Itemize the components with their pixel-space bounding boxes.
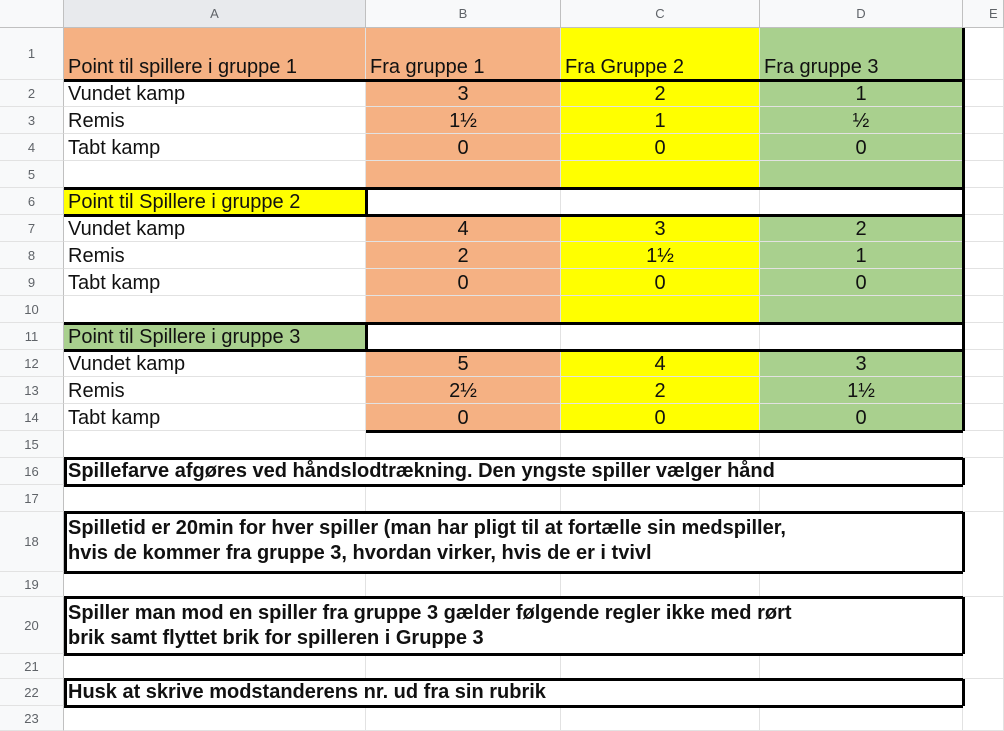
cell-text: Point til spillere i gruppe 1 — [68, 56, 298, 78]
points-from-group-1[interactable] — [366, 404, 561, 431]
points-from-group-1[interactable] — [366, 80, 561, 107]
points-from-group-2[interactable] — [561, 269, 760, 296]
column-header-a[interactable]: A — [64, 0, 366, 28]
border-line — [365, 188, 368, 215]
cell-e1[interactable] — [963, 28, 1004, 80]
cell-b11[interactable] — [366, 323, 561, 350]
cell-b21[interactable] — [366, 654, 561, 679]
cell-e8[interactable] — [963, 242, 1004, 269]
cell-text: 1½ — [847, 380, 875, 402]
points-from-group-2[interactable] — [561, 350, 760, 377]
cell-a15[interactable] — [64, 431, 366, 458]
points-from-group-3[interactable] — [760, 350, 963, 377]
border-line — [64, 349, 963, 352]
row-header-10[interactable]: 10 — [0, 296, 64, 323]
cell-text: 1½ — [646, 245, 674, 267]
border-line — [366, 430, 963, 433]
cell-text: Vundet kamp — [68, 218, 186, 240]
from-group-2-header[interactable] — [561, 28, 760, 80]
section-title-2[interactable] — [64, 188, 366, 215]
cell-c19[interactable] — [561, 572, 760, 597]
border-line — [64, 322, 963, 325]
row-label[interactable] — [64, 269, 366, 296]
row-label[interactable] — [64, 215, 366, 242]
row-header-8[interactable]: 8 — [0, 242, 64, 269]
cell-text: 0 — [654, 137, 666, 159]
cell-e15[interactable] — [963, 431, 1004, 458]
cell-text: 1½ — [449, 110, 477, 132]
border-line — [64, 511, 963, 514]
cell-b15[interactable] — [366, 431, 561, 458]
section-title-3[interactable] — [64, 323, 366, 350]
row-label[interactable] — [64, 350, 366, 377]
border-line — [64, 679, 67, 706]
border-line — [64, 79, 963, 82]
from-group-3-header[interactable] — [760, 28, 963, 80]
border-line — [962, 458, 965, 485]
cell-e16[interactable] — [963, 458, 1004, 485]
points-from-group-3[interactable] — [760, 269, 963, 296]
note-line: Spilletid er 20min for hver spiller (man har pligt til at fortælle sin medspiller, — [68, 517, 786, 539]
row-header-22[interactable]: 22 — [0, 679, 64, 706]
cell-text: 0 — [855, 272, 867, 294]
cell-text: Fra gruppe 1 — [370, 56, 485, 78]
row-label[interactable] — [64, 404, 366, 431]
points-from-group-1[interactable] — [366, 377, 561, 404]
cell-d23[interactable] — [760, 706, 963, 731]
column-header-e[interactable]: E — [963, 0, 1004, 28]
cell-b19[interactable] — [366, 572, 561, 597]
column-header-c[interactable]: C — [561, 0, 760, 28]
cell-text: 4 — [457, 218, 469, 240]
cell-e7[interactable] — [963, 215, 1004, 242]
cell-text: 0 — [855, 407, 867, 429]
cell-text: Tabt kamp — [68, 137, 161, 159]
row-header-16[interactable]: 16 — [0, 458, 64, 485]
cell-e9[interactable] — [963, 269, 1004, 296]
row-header-13[interactable]: 13 — [0, 377, 64, 404]
cell-text: 2 — [654, 83, 666, 105]
cell-d11[interactable] — [760, 323, 963, 350]
cell-d21[interactable] — [760, 654, 963, 679]
cell-e14[interactable] — [963, 404, 1004, 431]
cell-text: 3 — [457, 83, 469, 105]
cell-a19[interactable] — [64, 572, 366, 597]
note-time-limit — [68, 516, 786, 566]
border-line — [64, 512, 67, 572]
cell-text: 5 — [457, 353, 469, 375]
cell-e20[interactable] — [963, 597, 1004, 654]
cell-text: Fra Gruppe 2 — [565, 56, 684, 78]
cell-text: Fra gruppe 3 — [764, 56, 879, 78]
cell-text: Remis — [68, 110, 125, 132]
border-line — [962, 28, 965, 431]
row-header-2[interactable]: 2 — [0, 80, 64, 107]
points-from-group-2[interactable] — [561, 404, 760, 431]
cell-a5[interactable] — [64, 161, 366, 188]
cell-d5[interactable] — [760, 161, 963, 188]
note-line: brik samt flyttet brik for spilleren i Gruppe 3 — [68, 627, 484, 649]
cell-c11[interactable] — [561, 323, 760, 350]
row-header-12[interactable]: 12 — [0, 350, 64, 377]
row-header-4[interactable]: 4 — [0, 134, 64, 161]
cell-e5[interactable] — [963, 161, 1004, 188]
border-line — [64, 705, 963, 708]
points-from-group-1[interactable] — [366, 242, 561, 269]
points-from-group-3[interactable] — [760, 107, 963, 134]
border-line — [64, 571, 963, 574]
cell-e10[interactable] — [963, 296, 1004, 323]
cell-c15[interactable] — [561, 431, 760, 458]
cell-e6[interactable] — [963, 188, 1004, 215]
cell-d15[interactable] — [760, 431, 963, 458]
cell-text: 2 — [855, 218, 867, 240]
row-header-3[interactable]: 3 — [0, 107, 64, 134]
border-line — [64, 653, 963, 656]
cell-text: Vundet kamp — [68, 353, 186, 375]
cell-c6[interactable] — [561, 188, 760, 215]
points-from-group-2[interactable] — [561, 134, 760, 161]
points-from-group-3[interactable] — [760, 134, 963, 161]
cell-d6[interactable] — [760, 188, 963, 215]
note-line: hvis de kommer fra gruppe 3, hvordan virker, hvis de er i tvivl — [68, 542, 652, 564]
cell-e19[interactable] — [963, 572, 1004, 597]
points-from-group-2[interactable] — [561, 80, 760, 107]
border-line — [64, 458, 67, 485]
points-from-group-3[interactable] — [760, 377, 963, 404]
row-label[interactable] — [64, 377, 366, 404]
row-header-5[interactable]: 5 — [0, 161, 64, 188]
points-from-group-2[interactable] — [561, 215, 760, 242]
cell-text: Point til Spillere i gruppe 3 — [68, 326, 301, 348]
cell-a17[interactable] — [64, 485, 366, 512]
row-header-23[interactable]: 23 — [0, 706, 64, 731]
cell-d10[interactable] — [760, 296, 963, 323]
border-line — [64, 187, 963, 190]
border-line — [64, 484, 963, 487]
cell-text: 1 — [855, 83, 867, 105]
cell-a10[interactable] — [64, 296, 366, 323]
cell-e4[interactable] — [963, 134, 1004, 161]
cell-d16[interactable] — [760, 458, 963, 485]
points-from-group-3[interactable] — [760, 242, 963, 269]
cell-b10[interactable] — [366, 296, 561, 323]
cell-b5[interactable] — [366, 161, 561, 188]
points-from-group-3[interactable] — [760, 80, 963, 107]
points-from-group-3[interactable] — [760, 215, 963, 242]
points-from-group-2[interactable] — [561, 377, 760, 404]
cell-e13[interactable] — [963, 377, 1004, 404]
cell-c23[interactable] — [561, 706, 760, 731]
row-label[interactable] — [64, 242, 366, 269]
cell-e18[interactable] — [963, 512, 1004, 572]
border-line — [64, 214, 963, 217]
border-line — [64, 596, 963, 599]
row-header-6[interactable]: 6 — [0, 188, 64, 215]
cell-c22[interactable] — [561, 679, 760, 706]
points-from-group-2[interactable] — [561, 242, 760, 269]
cell-e11[interactable] — [963, 323, 1004, 350]
cell-c21[interactable] — [561, 654, 760, 679]
row-header-7[interactable]: 7 — [0, 215, 64, 242]
points-from-group-1[interactable] — [366, 269, 561, 296]
row-header-11[interactable]: 11 — [0, 323, 64, 350]
cell-b6[interactable] — [366, 188, 561, 215]
cell-text: 3 — [855, 353, 867, 375]
border-line — [64, 597, 67, 654]
border-line — [64, 457, 963, 460]
cell-text: 0 — [654, 272, 666, 294]
cell-text: 4 — [654, 353, 666, 375]
row-header-18[interactable]: 18 — [0, 512, 64, 572]
row-label[interactable] — [64, 80, 366, 107]
row-header-20[interactable]: 20 — [0, 597, 64, 654]
cell-e22[interactable] — [963, 679, 1004, 706]
cell-text: 3 — [654, 218, 666, 240]
cell-b17[interactable] — [366, 485, 561, 512]
cell-c17[interactable] — [561, 485, 760, 512]
cell-text: 0 — [457, 272, 469, 294]
cell-text: 1 — [855, 245, 867, 267]
note-color-draw — [68, 459, 775, 484]
cell-text: 0 — [855, 137, 867, 159]
column-header-b[interactable]: B — [366, 0, 561, 28]
cell-e23[interactable] — [963, 706, 1004, 731]
note-group3-rules — [68, 601, 792, 651]
from-group-1-header[interactable] — [366, 28, 561, 80]
row-header-14[interactable]: 14 — [0, 404, 64, 431]
cell-d22[interactable] — [760, 679, 963, 706]
row-header-1[interactable]: 1 — [0, 28, 64, 80]
cell-e17[interactable] — [963, 485, 1004, 512]
row-header-19[interactable]: 19 — [0, 572, 64, 597]
cell-b23[interactable] — [366, 706, 561, 731]
cell-d18[interactable] — [760, 512, 963, 572]
points-from-group-1[interactable] — [366, 107, 561, 134]
cell-text: Remis — [68, 245, 125, 267]
cell-text: 2 — [654, 380, 666, 402]
border-line — [962, 597, 965, 654]
cell-e2[interactable] — [963, 80, 1004, 107]
cell-d19[interactable] — [760, 572, 963, 597]
cell-text: 2½ — [449, 380, 477, 402]
select-all-corner[interactable] — [0, 0, 64, 28]
note-line: Husk at skrive modstanderens nr. ud fra sin rubrik — [68, 681, 546, 703]
row-header-17[interactable]: 17 — [0, 485, 64, 512]
cell-e3[interactable] — [963, 107, 1004, 134]
note-line: Spillefarve afgøres ved håndslodtrækning. Den yngste spiller vælger hånd — [68, 460, 775, 482]
cell-text: ½ — [852, 110, 870, 132]
row-label[interactable] — [64, 107, 366, 134]
points-from-group-1[interactable] — [366, 350, 561, 377]
cell-text: 0 — [457, 407, 469, 429]
column-header-d[interactable]: D — [760, 0, 963, 28]
cell-text: Vundet kamp — [68, 83, 186, 105]
border-line — [64, 678, 963, 681]
note-opponent-number — [68, 680, 546, 705]
border-line — [365, 323, 368, 350]
border-line — [962, 679, 965, 706]
cell-text: 0 — [457, 137, 469, 159]
cell-text: 1 — [654, 110, 666, 132]
cell-text: Point til Spillere i gruppe 2 — [68, 191, 301, 213]
cell-c10[interactable] — [561, 296, 760, 323]
row-header-15[interactable]: 15 — [0, 431, 64, 458]
border-line — [962, 512, 965, 572]
cell-text: Remis — [68, 380, 125, 402]
cell-c5[interactable] — [561, 161, 760, 188]
cell-text: Tabt kamp — [68, 407, 161, 429]
row-label[interactable] — [64, 134, 366, 161]
cell-e21[interactable] — [963, 654, 1004, 679]
cell-text: Tabt kamp — [68, 272, 161, 294]
points-from-group-1[interactable] — [366, 134, 561, 161]
note-line: Spiller man mod en spiller fra gruppe 3 gælder følgende regler ikke med rørt — [68, 602, 792, 624]
points-from-group-3[interactable] — [760, 404, 963, 431]
cell-a21[interactable] — [64, 654, 366, 679]
header-title-cell[interactable] — [64, 28, 366, 80]
cell-d17[interactable] — [760, 485, 963, 512]
points-from-group-1[interactable] — [366, 215, 561, 242]
row-header-9[interactable]: 9 — [0, 269, 64, 296]
cell-a23[interactable] — [64, 706, 366, 731]
cell-e12[interactable] — [963, 350, 1004, 377]
row-header-21[interactable]: 21 — [0, 654, 64, 679]
cell-text: 0 — [654, 407, 666, 429]
cell-text: 2 — [457, 245, 469, 267]
points-from-group-2[interactable] — [561, 107, 760, 134]
